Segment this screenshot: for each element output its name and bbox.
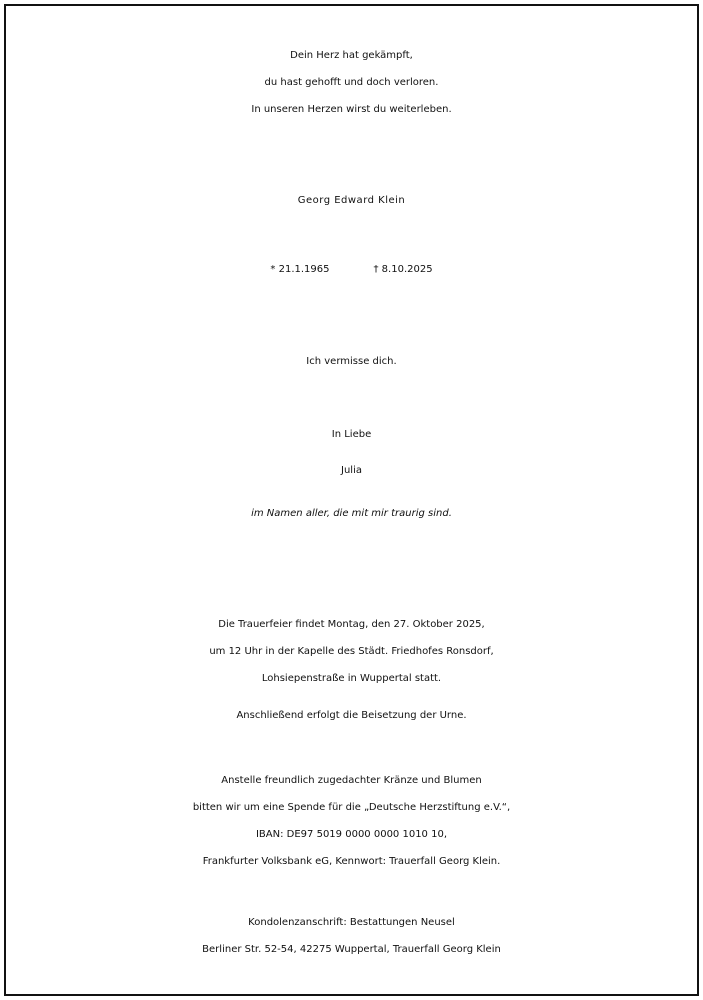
ceremony-line-1: Die Trauerfeier findet Montag, den 27. Oktober 2025, (218, 619, 485, 630)
personal-message: Ich vermisse dich. (306, 356, 397, 367)
ceremony-line-3: Lohsiepenstraße in Wuppertal statt. (261, 673, 442, 684)
donation-line-1: Anstelle freundlich zugedachter Kränze und Blumen (221, 775, 482, 786)
signature-name: Julia (341, 465, 362, 476)
verse-line-3: In unseren Herzen wirst du weiterleben. (251, 104, 452, 115)
ceremony-line-2: um 12 Uhr in der Kapelle des Städt. Friedhofes Ronsdorf, (209, 646, 494, 657)
signature-note: im Namen aller, die mit mir traurig sind. (251, 508, 452, 519)
signature-greeting: In Liebe (331, 429, 372, 440)
burial-note: Anschließend erfolgt die Beisetzung der Urne. (236, 710, 467, 721)
notice-border (4, 4, 699, 996)
life-dates (0, 265, 703, 275)
donation-line-4: Frankfurter Volksbank eG, Kennwort: Trauerfall Georg Klein. (202, 856, 501, 867)
birth-date: * 21.1.1965 (270, 264, 330, 275)
condolence-line-2: Berliner Str. 52-54, 42275 Wuppertal, Trauerfall Georg Klein (202, 944, 501, 955)
deceased-name: Georg Edward Klein (297, 195, 406, 206)
verse-line-2: du hast gehofft und doch verloren. (264, 77, 439, 88)
condolence-line-1: Kondolenzanschrift: Bestattungen Neusel (248, 917, 455, 928)
death-date: † 8.10.2025 (373, 264, 433, 275)
donation-line-3: IBAN: DE97 5019 0000 0000 1010 10, (255, 829, 447, 840)
donation-line-2: bitten wir um eine Spende für die „Deutsche Herzstiftung e.V.“, (192, 802, 511, 813)
verse-line-1: Dein Herz hat gekämpft, (290, 50, 413, 61)
